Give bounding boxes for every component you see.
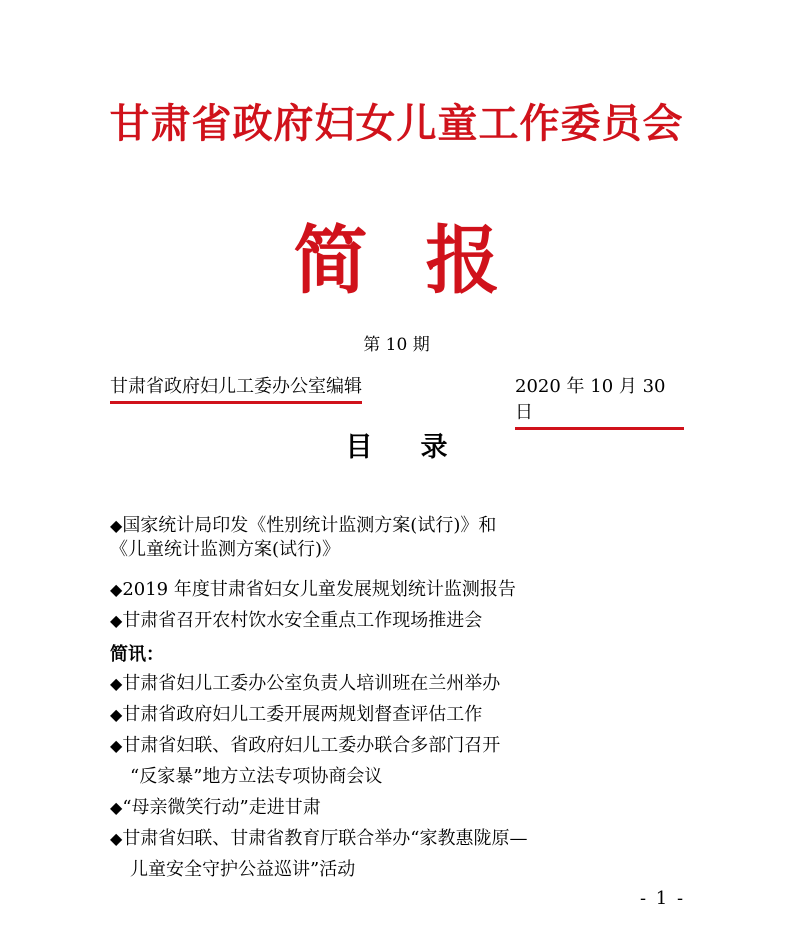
brief-item-4[interactable] [110,796,710,820]
issue-number: 第 10 期 [363,335,430,355]
diamond-bullet-icon: ◆ [110,611,123,630]
diamond-bullet-icon: ◆ [110,580,123,599]
brief-item-text: 甘肃省妇联、省政府妇儿工委办联合多部门召开 [122,735,501,756]
diamond-bullet-icon: ◆ [110,674,123,693]
toc-item-1[interactable] [110,514,710,562]
brief-news-label: 简讯： [110,644,164,665]
brief-item-2[interactable] [110,703,710,727]
brief-item-text: 甘肃省妇联、甘肃省教育厅联合举办“家教惠陇原— [122,828,528,849]
publish-date: 2020 年 10 月 30 日 [515,372,684,430]
toc-item-text: 甘肃省召开农村饮水安全重点工作现场推进会 [122,610,483,631]
toc-heading: 目录 [345,432,496,463]
brief-item-text-continued: “反家暴”地方立法专项协商会议 [130,766,383,787]
toc-item-text: 国家统计局印发《性别统计监测方案(试行)》和 [122,515,497,536]
toc-item-3[interactable] [110,609,710,633]
brief-item-text: 甘肃省政府妇儿工委开展两规划督查评估工作 [122,704,483,725]
toc-item-text: 2019 年度甘肃省妇女儿童发展规划统计监测报告 [122,579,516,600]
diamond-bullet-icon: ◆ [110,516,123,535]
brief-item-5[interactable] [110,827,710,882]
diamond-bullet-icon: ◆ [110,798,123,817]
brief-item-text-continued: 儿童安全守护公益巡讲”活动 [130,859,356,880]
brief-item-text: 甘肃省妇儿工委办公室负责人培训班在兰州举办 [122,673,501,694]
toc-item-text-continued: 《儿童统计监测方案(试行)》 [110,539,341,560]
brief-item-text: “母亲微笑行动”走进甘肃 [122,797,321,818]
bulletin-title: 简报 [293,218,558,304]
diamond-bullet-icon: ◆ [110,736,123,755]
brief-item-3[interactable] [110,734,710,789]
organization-title: 甘肃省政府妇女儿童工作委员会 [109,100,684,147]
diamond-bullet-icon: ◆ [110,705,123,724]
editor-line: 甘肃省政府妇儿工委办公室编辑 [110,372,362,404]
toc-item-2[interactable] [110,578,710,602]
diamond-bullet-icon: ◆ [110,829,123,848]
page-number: - 1 - [640,888,686,909]
brief-item-1[interactable] [110,672,710,696]
